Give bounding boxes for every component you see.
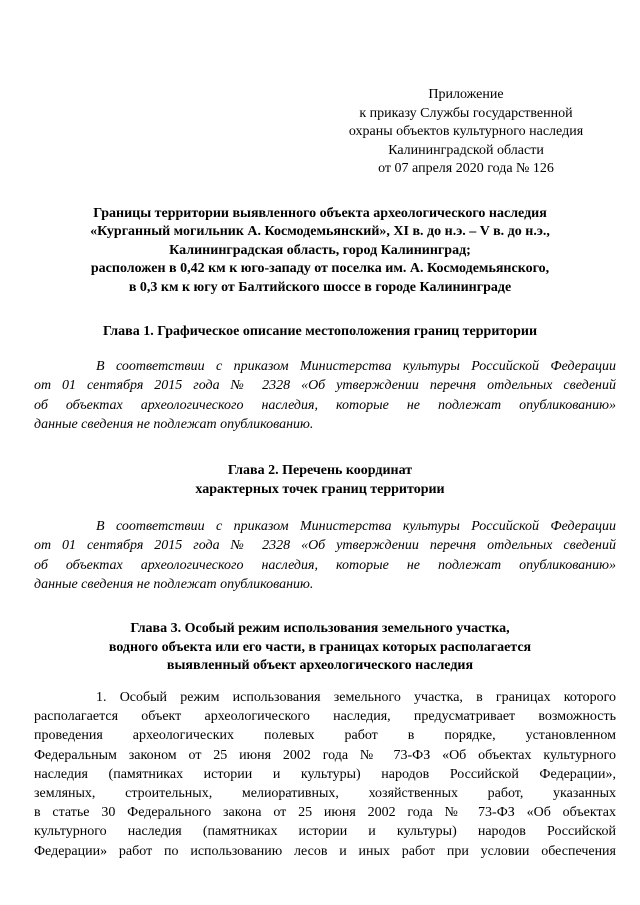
paragraph-line: 1. Особый режим использования земельного участка, в границах которого	[96, 690, 616, 705]
title-line: Калининградская область, город Калининград;	[169, 242, 471, 258]
heading-line: Глава 2. Перечень координат	[227, 463, 413, 478]
appendix-line: к приказу Службы государственной	[359, 105, 573, 121]
document-title	[34, 205, 606, 297]
note-line: В соответствии с приказом Министерства культуры Российской Федерации	[96, 519, 616, 534]
paragraph-line: в статье 30 Федерального закона от 25 июня 2002 года № 73-ФЗ «Об объектах	[34, 805, 616, 821]
paragraph-line: располагается объект археологического наследия, предусматривает возможность	[34, 709, 616, 725]
note-line: об объектах археологического наследия, которые не подлежат опубликованию»	[34, 397, 616, 413]
appendix-line: охраны объектов культурного наследия	[348, 124, 584, 140]
paragraph-line: проведения археологических полевых работ в порядке, установленном	[34, 728, 616, 744]
heading-line: характерных точек границ территории	[195, 481, 445, 497]
note-line: В соответствии с приказом Министерства культуры Российской Федерации	[96, 359, 616, 374]
title-line: Границы территории выявленного объекта археологического наследия	[93, 206, 547, 221]
title-line: расположен в 0,42 км к юго-западу от поселка им. А. Космодемьянского,	[90, 261, 550, 277]
title-line: в 0,3 км к югу от Балтийского шоссе в городе Калининграде	[128, 279, 512, 295]
heading-line: Глава 1. Графическое описание местоположения границ территории	[102, 324, 538, 339]
chapter3-paragraph	[34, 688, 616, 861]
heading-line: Глава 3. Особый режим использования земельного участка,	[130, 621, 510, 636]
chapter1-heading	[34, 323, 606, 342]
note-line: данные сведения не подлежат опубликованию.	[34, 417, 314, 433]
note-line: от 01 сентября 2015 года № 2328 «Об утверждении перечня отдельных сведений	[34, 378, 616, 394]
heading-line: выявленный объект археологического наследия	[166, 658, 474, 674]
chapter2-note	[34, 517, 616, 595]
appendix-line: от 07 апреля 2020 года № 126	[378, 161, 554, 177]
note-line: от 01 сентября 2015 года № 2328 «Об утверждении перечня отдельных сведений	[34, 538, 616, 554]
appendix-line: Калининградской области	[388, 142, 544, 158]
chapter1-note	[34, 357, 616, 435]
paragraph-line: Федерации» работ по использованию лесов и иных работ при условии обеспечения	[34, 843, 616, 859]
note-line: данные сведения не подлежат опубликованию.	[34, 577, 314, 593]
title-line: «Курганный могильник А. Космодемьянский», XI в. до н.э. – V в. до н.э.,	[90, 224, 550, 240]
chapter3-heading	[34, 620, 606, 676]
note-line: об объектах археологического наследия, которые не подлежат опубликованию»	[34, 557, 616, 573]
paragraph-line: Федеральным законом от 25 июня 2002 года № 73-ФЗ «Об объектах культурного	[34, 747, 616, 763]
paragraph-line: земляных, строительных, мелиоративных, хозяйственных работ, указанных	[34, 786, 616, 802]
appendix-line: Приложение	[428, 87, 504, 102]
paragraph-line: культурного наследия (памятниках истории и культуры) народов Российской	[34, 824, 616, 840]
chapter2-heading	[34, 462, 606, 499]
paragraph-line: наследия (памятниках истории и культуры) народов Российской Федерации»,	[34, 766, 616, 782]
appendix-block	[326, 86, 606, 179]
heading-line: водного объекта или его части, в границах которых располагается	[108, 639, 532, 655]
